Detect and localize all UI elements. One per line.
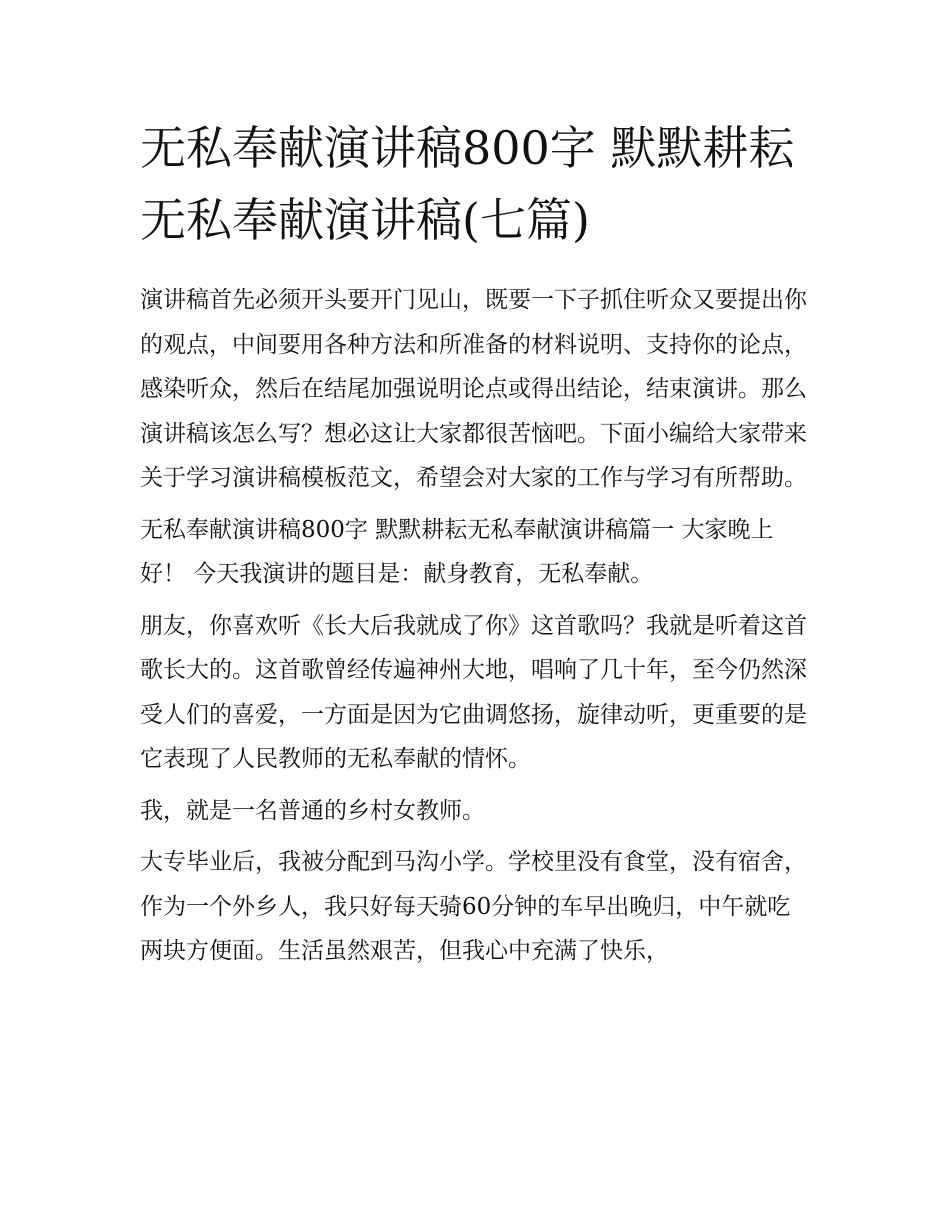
- paragraph-intro: 演讲稿首先必须开头要开门见山，既要一下子抓住听众又要提出你的观点，中间要用各种方法和所准备的材料说明、支持你的论点，感染听众，然后在结尾加强说明论点或得出结论，结束演讲。那么演讲稿该怎么写？想必这让大家都很苦恼吧。下面小编给大家带来关于学习演讲稿模板范文，希望会对大家的工作与学习有所帮助。: [140, 287, 807, 491]
- paragraph-school: 大专毕业后，我被分配到马沟小学。学校里没有食堂，没有宿舍，作为一个外乡人，我只好每天骑60分钟的车早出晚归，中午就吃两块方便面。生活虽然艰苦，但我心中充满了快乐，: [140, 849, 807, 964]
- paragraph-self-intro: 我，就是一名普通的乡村女教师。: [140, 797, 485, 824]
- paragraph-song: 朋友，你喜欢听《长大后我就成了你》这首歌吗？我就是听着这首歌长大的。这首歌曾经传遍神州大地，唱响了几十年，至今仍然深受人们的喜爱，一方面是因为它曲调悠扬，旋律动听，更重要的是它表现了人民教师的无私奉献的情怀。: [140, 612, 807, 772]
- paragraph-speech-opening: 无私奉献演讲稿800字 默默耕耘无私奉献演讲稿篇一 大家晚上好！ 今天我演讲的题目是：献身教育，无私奉献。: [140, 516, 774, 587]
- document-body: [140, 112, 812, 981]
- document-title: 无私奉献演讲稿800字 默默耕耘无私奉献演讲稿(七篇): [140, 121, 795, 247]
